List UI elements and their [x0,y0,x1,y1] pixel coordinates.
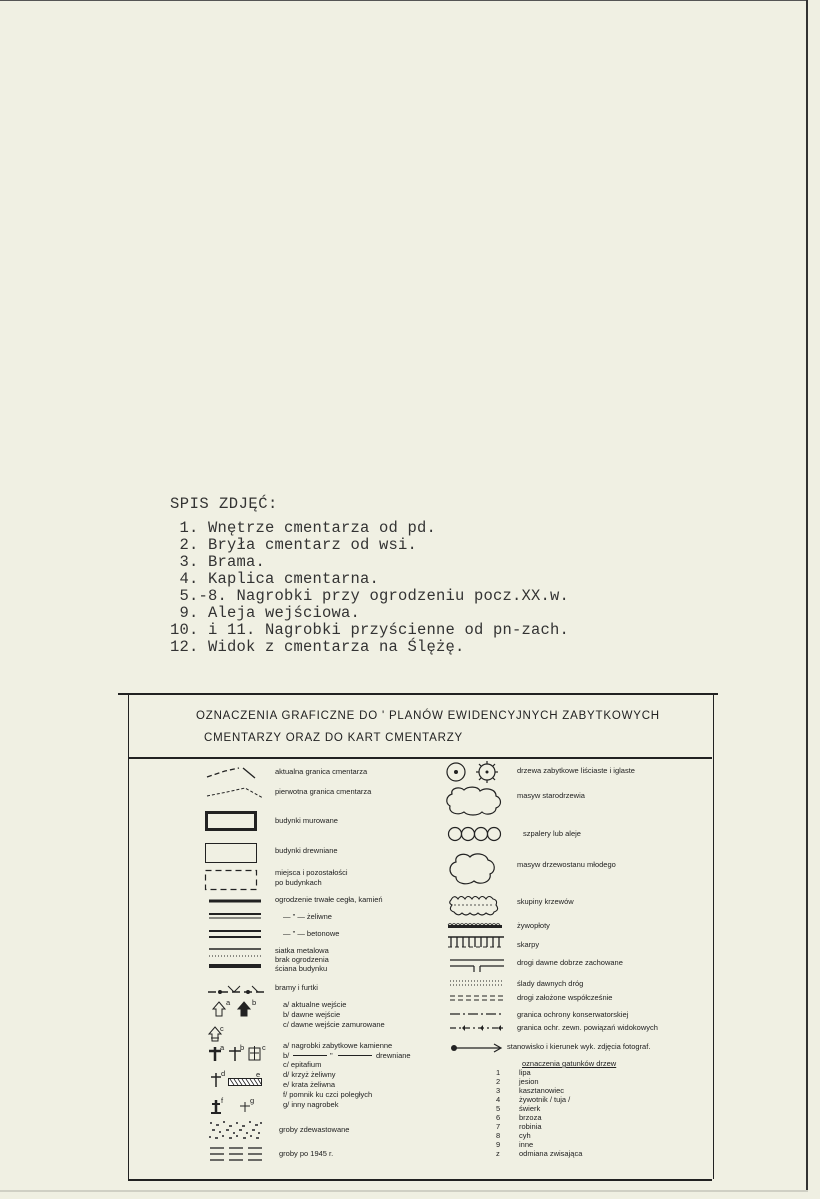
species-name: robinia [519,1122,542,1131]
ditto-line [293,1055,327,1056]
photo-list-items [170,520,650,656]
entrance-current-icon [212,1001,226,1017]
photo-position-symbol [450,1042,504,1054]
modern-road-symbol [450,994,504,1002]
legend-label: drzewa zabytkowe liściaste i iglaste [517,766,635,775]
species-number: 4 [496,1095,501,1104]
devastated-graves-symbol [208,1120,264,1140]
photo-list-title: SPIS ZDJĘĆ: [170,495,278,513]
symbol-index: d [221,1069,226,1078]
photo-list-item: 1. Wnętrze cmentarza od pd. [170,519,437,537]
shrub-group-symbol [448,894,500,918]
current-boundary-symbol [205,764,255,782]
wooden-building-symbol [205,843,257,863]
photo-list-item: 3. Brama. [170,553,266,571]
old-road-symbol [450,957,504,973]
coniferous-tree-icon [475,760,499,784]
legend-label: drewniane [376,1051,411,1060]
symbol-index: a [226,998,231,1007]
former-building-symbol [205,870,257,890]
legend-rule-mid [128,757,712,759]
old-stand-symbol [446,786,502,816]
legend-label: bramy i furtki [275,983,318,992]
legend-title-line-1: OZNACZENIA GRAFICZNE DO ' PLANÓW EWIDENCYJNYCH ZABYTKOWYCH [196,710,660,722]
legend-label: drogi dawne dobrze zachowane [517,958,623,967]
legend-label: ściana budynku [275,964,328,973]
photo-list-item: 12. Widok z cmentarza na Ślężę. [170,638,465,656]
cast-iron-fence-symbol [209,912,261,920]
species-number: 1 [496,1068,501,1077]
legend-title-line-2: CMENTARZY ORAZ DO KART CMENTARZY [204,732,464,744]
legend-label: brak ogrodzenia [275,955,329,964]
other-tomb-icon [240,1101,250,1113]
legend-label: pierwotna granica cmentarza [275,787,372,796]
concrete-fence-symbol [209,929,261,939]
legend-label: siatka metalowa [275,946,329,955]
legend-label: ogrodzenie trwałe cegła, kamień [275,895,383,904]
legend-label: granica ochr. zewn. powiązań widokowych [517,1023,658,1032]
species-number: 7 [496,1122,501,1131]
legend-label: groby zdewastowane [279,1125,350,1134]
species-number: 6 [496,1113,501,1122]
symbol-index: c [220,1024,224,1033]
deciduous-tree-icon [446,762,466,782]
legend-label: b/ [283,1051,290,1060]
legend-label: po budynkach [275,878,322,887]
legend-label: stanowisko i kierunek wyk. zdjęcia fotograf. [507,1042,651,1051]
legend-label: skarpy [517,940,540,949]
species-name: jesion [519,1077,539,1086]
species-name: żywotnik / tuja / [519,1095,571,1104]
legend-label: a/ aktualne wejście [283,1000,347,1009]
photo-list-item: 9. Aleja wejściowa. [170,604,361,622]
legend-label: szpalery lub aleje [523,829,581,838]
legend-label: skupiny krzewów [517,897,574,906]
symbol-index: f [221,1096,224,1105]
symbol-index: g [250,1096,255,1105]
symbol-index: b [252,998,257,1007]
symbol-index: b [240,1043,245,1052]
alley-symbol [448,826,502,842]
legend-label: masyw drzewostanu młodego [517,860,616,869]
legend-label: — " — betonowe [283,929,340,938]
young-stand-symbol [448,852,496,886]
legend-label: d/ krzyż żeliwny [283,1070,336,1079]
species-number: z [496,1149,500,1158]
species-number: 5 [496,1104,501,1113]
legend-label: groby po 1945 r. [279,1149,334,1158]
legend-label: a/ nagrobki zabytkowe kamienne [283,1041,393,1050]
species-number: 3 [496,1086,501,1095]
species-number: 2 [496,1077,501,1086]
legend-label: e/ krata żeliwna [283,1080,336,1089]
symbol-index: a [220,1043,225,1052]
post-1945-graves-symbol [210,1146,262,1162]
legend-label: c/ epitafium [283,1060,322,1069]
cast-iron-grate-icon [228,1078,262,1086]
legend-label: f/ pomnik ku czci poległych [283,1090,373,1099]
legend-rule-bottom [128,1179,712,1181]
species-name: świerk [519,1104,541,1113]
entrance-former-icon [237,1001,251,1017]
epitaph-icon [248,1045,262,1061]
legend-label: drogi założone współcześnie [517,993,613,1002]
brick-building-symbol [205,811,257,831]
permanent-fence-symbol [209,898,261,904]
species-name: cyh [519,1131,531,1140]
legend-label: granica ochrony konserwatorskiej [517,1010,629,1019]
legend-label: żywopłoty [517,921,550,930]
hedge-symbol [448,922,502,930]
photo-list-item: 2. Bryła cmentarz od wsi. [170,536,418,554]
viewshed-boundary-symbol [450,1023,504,1033]
symbol-index: c [262,1043,266,1052]
legend-label: miejsca i pozostałości [275,868,348,877]
legend-label: aktualna granica cmentarza [275,767,368,776]
wire-fence-symbol [209,947,261,973]
species-name: inne [519,1140,534,1149]
road-traces-symbol [450,979,504,987]
conservation-boundary-symbol [450,1011,504,1017]
legend-title [196,705,706,749]
species-name: brzoza [519,1113,542,1122]
tree-species-title: oznaczenia gatunków drzew [522,1059,617,1068]
photo-list-item: 10. i 11. Nagrobki przyścienne od pn-zach. [170,621,570,639]
species-name: kasztanowiec [519,1086,565,1095]
photo-list [170,496,650,656]
ditto-line [338,1055,372,1056]
legend-label: budynki murowane [275,816,338,825]
legend-label: budynki drewniane [275,846,338,855]
species-number: 9 [496,1140,501,1149]
symbol-index: e [256,1070,261,1079]
former-boundary-symbol [205,784,265,800]
species-name: odmiana zwisająca [519,1149,583,1158]
page-edge-right [806,0,808,1190]
legend-label: — " — żeliwne [283,912,332,921]
slope-symbol [448,935,504,949]
legend-label: g/ inny nagrobek [283,1100,339,1109]
legend-label: b/ dawne wejście [283,1010,341,1019]
gates-symbol [208,982,266,996]
legend-label: masyw starodrzewia [517,791,585,800]
species-number: 8 [496,1131,501,1140]
legend-label: " [330,1051,333,1060]
species-name: lipa [519,1068,531,1077]
photo-list-item: 4. Kaplica cmentarna. [170,570,380,588]
legend-label: c/ dawne wejście zamurowane [283,1020,385,1029]
legend-label: ślady dawnych dróg [517,979,584,988]
page-edge-top [0,0,806,1]
photo-list-item: 5.-8. Nagrobki przy ogrodzeniu pocz.XX.w. [170,587,570,605]
